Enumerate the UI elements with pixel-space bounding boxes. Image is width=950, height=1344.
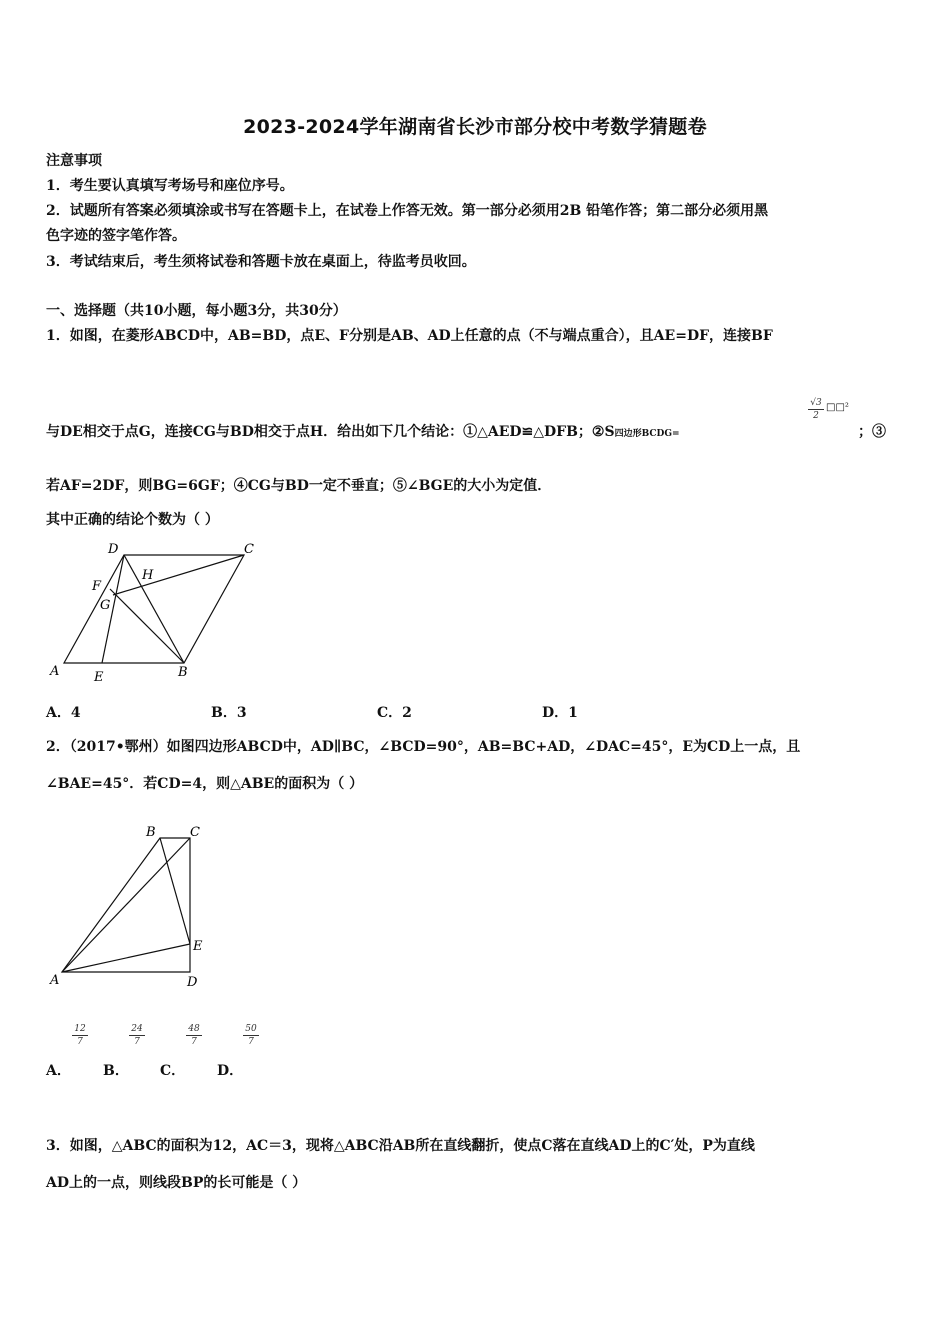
q2-frac-b-den: 7 xyxy=(134,1037,140,1047)
q2-frac-a-num: 12 xyxy=(74,1024,86,1034)
label-c: C xyxy=(190,825,200,840)
q3-line2: AD上的一点，则线段BP的长可能是（ ） xyxy=(46,1175,307,1191)
diagonal-db xyxy=(124,555,184,663)
notice-heading: 注意事项 xyxy=(46,153,102,169)
q1-subscript: 四边形BCDG xyxy=(614,429,673,439)
q1-equals: = xyxy=(672,429,680,439)
q1-option-b: B．3 xyxy=(211,705,247,721)
label-b: B xyxy=(146,825,156,840)
q1-line2 xyxy=(46,423,680,443)
segment-gc xyxy=(113,555,244,595)
q2-frac-a xyxy=(72,1024,88,1047)
label-a: A xyxy=(50,664,60,679)
notice-item-2: 2．试题所有答案必须填涂或书写在答题卡上，在试卷上作答无效。第一部分必须用2B 铅笔作答；第二部分必须用黑 xyxy=(46,203,769,219)
q2-frac-b-num: 24 xyxy=(131,1024,143,1034)
label-e: E xyxy=(94,670,104,685)
label-e: E xyxy=(193,939,203,954)
page-title: 2023-2024学年湖南省长沙市部分校中考数学猜题卷 xyxy=(243,116,707,138)
q1-frac-num: √3 xyxy=(810,398,822,408)
notice-item-3: 3．考试结束后，考生须将试卷和答题卡放在桌面上，待监考员收回。 xyxy=(46,254,476,270)
label-g: G xyxy=(100,598,111,613)
q1-frac-tail: □□² xyxy=(826,402,849,413)
q1-rhombus-figure xyxy=(40,535,270,685)
segment-ae xyxy=(62,944,190,972)
q1-frac-den: 2 xyxy=(813,411,819,421)
q2-line2: ∠BAE=45°．若CD=4，则△ABE的面积为（ ） xyxy=(46,776,364,792)
q1-sqrt-fraction xyxy=(808,398,824,421)
q2-frac-b xyxy=(129,1024,145,1047)
label-b: B xyxy=(178,665,188,680)
q3-line1: 3．如图，△ABC的面积为12，AC＝3，现将△ABC沿AB所在直线翻折，使点C落在直线AD上的C′处，P为直线 xyxy=(46,1138,755,1154)
q2-frac-c-num: 48 xyxy=(188,1024,200,1034)
label-a: A xyxy=(50,973,60,988)
q1-line2-text: 与DE相交于点G，连接CG与BD相交于点H．给出如下几个结论：①△AED≌△DFB；②S xyxy=(46,424,615,440)
q2-frac-d-den: 7 xyxy=(248,1037,254,1047)
q1-line3: 若AF=2DF，则BG=6GF；④CG与BD一定不垂直；⑤∠BGE的大小为定值． xyxy=(46,478,552,494)
label-d: D xyxy=(108,542,119,557)
q1-option-c: C．2 xyxy=(377,705,412,721)
notice-item-2-cont: 色字迹的签字笔作答。 xyxy=(46,228,186,244)
q2-option-d: D． xyxy=(217,1063,244,1079)
q2-line1: 2．（2017•鄂州）如图四边形ABCD中，AD∥BC，∠BCD=90°，AB=BC+AD，∠DAC=45°，E为CD上一点，且 xyxy=(46,739,801,755)
q1-line2-end: ；③ xyxy=(858,424,886,440)
q2-frac-a-den: 7 xyxy=(77,1037,83,1047)
label-c: C xyxy=(244,542,254,557)
q2-quadrilateral-figure xyxy=(40,818,230,998)
label-h: H xyxy=(142,568,154,583)
section-heading: 一、选择题（共10小题，每小题3分，共30分） xyxy=(46,303,347,319)
q1-line4: 其中正确的结论个数为（ ） xyxy=(46,512,219,528)
q2-frac-c xyxy=(186,1024,202,1047)
segment-ac xyxy=(62,838,190,972)
label-f: F xyxy=(92,579,102,594)
notice-item-1: 1．考生要认真填写考场号和座位序号。 xyxy=(46,178,294,194)
q2-frac-d xyxy=(243,1024,259,1047)
label-d: D xyxy=(187,975,198,990)
q2-frac-c-den: 7 xyxy=(191,1037,197,1047)
q2-option-b: B． xyxy=(103,1063,129,1079)
q2-option-c: C． xyxy=(160,1063,186,1079)
segment-bf xyxy=(110,589,184,663)
q1-option-a: A．4 xyxy=(46,705,81,721)
q2-option-a: A． xyxy=(46,1063,71,1079)
q1-option-d: D．1 xyxy=(542,705,578,721)
q1-line1: 1．如图，在菱形ABCD中，AB=BD，点E、F分别是AB、AD上任意的点（不与端点重合），且AE=DF，连接BF xyxy=(46,328,773,344)
q2-frac-d-num: 50 xyxy=(245,1024,257,1034)
